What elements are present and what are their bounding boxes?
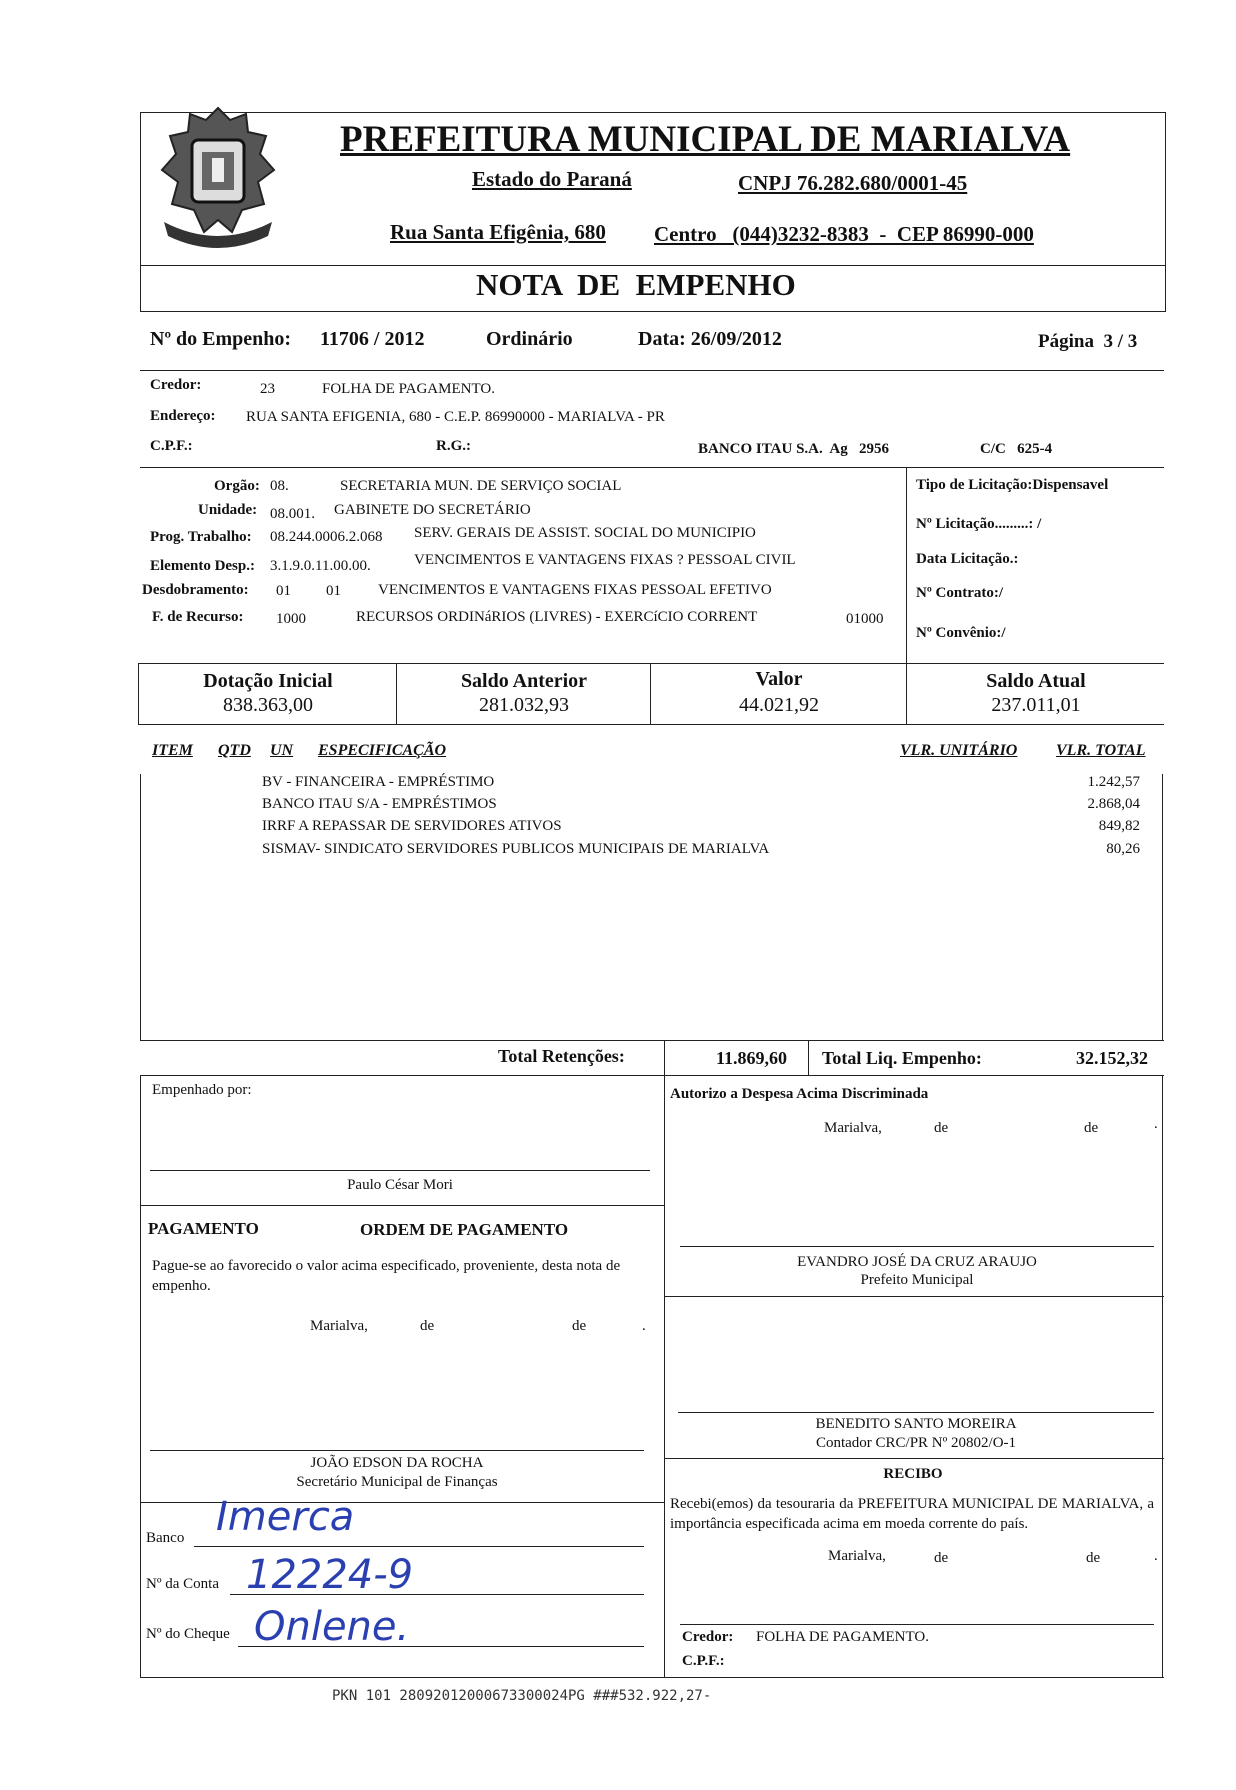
credor-name: FOLHA DE PAGAMENTO. bbox=[322, 381, 495, 397]
empenho-date: Data: 26/09/2012 bbox=[638, 328, 782, 350]
col-total: VLR. TOTAL bbox=[1056, 742, 1146, 759]
autorizo-dot: . bbox=[1154, 1116, 1158, 1132]
recurso-code: 1000 bbox=[276, 611, 306, 627]
unidade-code: 08.001. bbox=[270, 506, 315, 522]
empenho-type: Ordinário bbox=[486, 328, 573, 350]
cpf-label: C.P.F.: bbox=[150, 438, 193, 454]
recibo-dot: . bbox=[1154, 1548, 1158, 1564]
elemento-code: 3.1.9.0.11.00.00. bbox=[270, 558, 371, 574]
recibo-text: Recebi(emos) da tesouraria da PREFEITURA MUNICIPAL DE MARIALVA, a importância especificada acima em moeda corrente do país. bbox=[670, 1496, 1154, 1532]
recibo-title: RECIBO bbox=[883, 1466, 943, 1482]
balances-divider-1 bbox=[138, 663, 139, 725]
header-title: PREFEITURA MUNICIPAL DE MARIALVA bbox=[340, 119, 1071, 160]
recibo-cpf-label: C.P.F.: bbox=[682, 1653, 725, 1669]
pagamento-de-1: de bbox=[420, 1318, 435, 1334]
totals-divider-1 bbox=[664, 1040, 665, 1076]
recurso-code-2: 01000 bbox=[846, 611, 884, 627]
recibo-credor-label: Credor: bbox=[682, 1629, 734, 1645]
item-row-4-total: 80,26 bbox=[1106, 841, 1140, 857]
autorizo-label: Autorizo a Despesa Acima Discriminada bbox=[670, 1086, 929, 1102]
contrato: Nº Contrato:/ bbox=[916, 585, 1004, 601]
banco-handwriting: Imerca bbox=[216, 1494, 355, 1540]
empenho-number: 11706 / 2012 bbox=[320, 328, 425, 350]
col-spec: ESPECIFICAÇÃO bbox=[318, 742, 447, 759]
header-cnpj: CNPJ 76.282.680/0001-45 bbox=[738, 171, 968, 195]
valor-label: Valor bbox=[755, 668, 803, 690]
desdobramento-label: Desdobramento: bbox=[142, 582, 249, 598]
document-title: NOTA DE EMPENHO bbox=[476, 267, 796, 302]
header-state: Estado do Paraná bbox=[472, 167, 632, 191]
item-row-4-desc: SISMAV- SINDICATO SERVIDORES PUBLICOS MUNICIPAIS DE MARIALVA bbox=[262, 841, 770, 857]
secretario-signature-line bbox=[150, 1450, 644, 1451]
footer-code: PKN 101 28092012000673300024PG ###532.922,27- bbox=[332, 1688, 712, 1704]
totals-top-line bbox=[140, 1040, 1164, 1041]
empenho-page: Página 3 / 3 bbox=[1038, 331, 1138, 352]
pague-se-text: Pague-se ao favorecido o valor acima especificado, proveniente, desta nota de empenho. bbox=[152, 1258, 621, 1294]
classification-divider bbox=[906, 467, 907, 663]
conta-label: Nº da Conta bbox=[146, 1576, 219, 1592]
recibo-signature-line bbox=[680, 1624, 1154, 1625]
credor-code: 23 bbox=[260, 381, 275, 397]
balances-divider-2 bbox=[396, 663, 397, 725]
header-district-phone: Centro (044)3232-8383 - CEP 86990-000 bbox=[654, 222, 1034, 246]
contador-name: BENEDITO SANTO MOREIRA bbox=[815, 1416, 1017, 1432]
bottom-center-divider bbox=[664, 1075, 665, 1677]
items-right-border bbox=[1162, 774, 1163, 1040]
autorizo-de-1: de bbox=[934, 1120, 949, 1136]
balances-divider-3 bbox=[650, 663, 651, 725]
desdobramento-name: VENCIMENTOS E VANTAGENS FIXAS PESSOAL EFETIVO bbox=[378, 582, 772, 598]
conta-handwriting: 12224-9 bbox=[246, 1552, 414, 1598]
banco-line bbox=[194, 1546, 644, 1547]
elemento-name: VENCIMENTOS E VANTAGENS FIXAS ? PESSOAL CIVIL bbox=[414, 552, 796, 568]
orgao-name: SECRETARIA MUN. DE SERVIÇO SOCIAL bbox=[340, 478, 622, 494]
col-item: ITEM bbox=[152, 742, 193, 759]
orgao-code: 08. bbox=[270, 478, 289, 494]
prefeito-name: EVANDRO JOSÉ DA CRUZ ARAUJO bbox=[797, 1254, 1037, 1270]
item-row-1-total: 1.242,57 bbox=[1087, 774, 1140, 790]
prog-name: SERV. GERAIS DE ASSIST. SOCIAL DO MUNICIPIO bbox=[414, 525, 756, 541]
liq-value: 32.152,32 bbox=[1076, 1048, 1148, 1068]
item-row-3-desc: IRRF A REPASSAR DE SERVIDORES ATIVOS bbox=[262, 818, 562, 834]
empenhado-signature-line bbox=[150, 1170, 650, 1171]
autorizo-marialva: Marialva, bbox=[824, 1120, 882, 1136]
recibo-credor-name: FOLHA DE PAGAMENTO. bbox=[756, 1629, 929, 1645]
prefeito-signature-line bbox=[680, 1246, 1154, 1247]
ordem-pagamento-label: ORDEM DE PAGAMENTO bbox=[360, 1220, 569, 1239]
bottom-frame-line bbox=[140, 1677, 1164, 1678]
recibo-de-1: de bbox=[934, 1550, 949, 1566]
credor-address: RUA SANTA EFIGENIA, 680 - C.E.P. 86990000 - MARIALVA - PR bbox=[246, 409, 665, 425]
desdobramento-code-2: 01 bbox=[326, 583, 341, 599]
saldo-anterior-label: Saldo Anterior bbox=[460, 670, 588, 692]
header-divider bbox=[140, 265, 1166, 266]
items-left-border bbox=[140, 774, 141, 1040]
address-label: Endereço: bbox=[150, 408, 216, 424]
desdobramento-code-1: 01 bbox=[276, 583, 291, 599]
contador-signature-line bbox=[678, 1412, 1154, 1413]
cheque-label: Nº do Cheque bbox=[146, 1626, 230, 1642]
cheque-handwriting: Onlene. bbox=[254, 1604, 410, 1650]
pagamento-top-line bbox=[140, 1205, 664, 1206]
empenho-divider bbox=[140, 370, 1164, 371]
saldo-anterior-value: 281.032,93 bbox=[479, 694, 569, 716]
recibo-marialva: Marialva, bbox=[828, 1548, 886, 1564]
item-row-2-desc: BANCO ITAU S/A - EMPRÉSTIMOS bbox=[262, 796, 497, 812]
pagamento-de-2: de bbox=[572, 1318, 587, 1334]
retencoes-value: 11.869,60 bbox=[716, 1048, 788, 1068]
licitacao-data: Data Licitação.: bbox=[916, 551, 1019, 567]
dotacao-label: Dotação Inicial bbox=[203, 670, 333, 692]
col-unit: VLR. UNITÁRIO bbox=[900, 742, 1018, 759]
bottom-right-border bbox=[1162, 1075, 1163, 1677]
rg-label: R.G.: bbox=[436, 438, 471, 454]
banco-label: Banco bbox=[146, 1530, 185, 1546]
licitacao-tipo: Tipo de Licitação:Dispensavel bbox=[916, 477, 1109, 493]
item-row-3-total: 849,82 bbox=[1098, 818, 1140, 834]
convenio: Nº Convênio:/ bbox=[916, 625, 1006, 641]
pagamento-label: PAGAMENTO bbox=[148, 1219, 259, 1238]
credor-label: Credor: bbox=[150, 377, 202, 393]
saldo-atual-value: 237.011,01 bbox=[991, 694, 1081, 716]
saldo-atual-label: Saldo Atual bbox=[986, 670, 1086, 692]
marialva-coat-of-arms-icon bbox=[148, 100, 288, 260]
elemento-label: Elemento Desp.: bbox=[150, 558, 255, 574]
item-row-1-desc: BV - FINANCEIRA - EMPRÉSTIMO bbox=[262, 774, 495, 790]
recibo-top-line bbox=[664, 1458, 1164, 1459]
retencoes-label: Total Retenções: bbox=[498, 1046, 625, 1066]
prog-code: 08.244.0006.2.068 bbox=[270, 529, 383, 545]
secretario-title: Secretário Municipal de Finanças bbox=[296, 1474, 498, 1490]
credor-account: C/C 625-4 bbox=[980, 441, 1053, 457]
balances-divider-4 bbox=[906, 663, 907, 725]
pagamento-marialva: Marialva, bbox=[310, 1318, 368, 1334]
col-qtd: QTD bbox=[218, 742, 251, 759]
licitacao-numero: Nº Licitação.........: / bbox=[916, 516, 1042, 532]
recurso-name: RECURSOS ORDINáRIOS (LIVRES) - EXERCíCIO CORRENT bbox=[356, 609, 758, 625]
prog-label: Prog. Trabalho: bbox=[150, 529, 252, 545]
item-row-2-total: 2.868,04 bbox=[1087, 796, 1140, 812]
empenho-number-label: Nº do Empenho: bbox=[150, 328, 292, 350]
contador-title: Contador CRC/PR Nº 20802/O-1 bbox=[815, 1435, 1017, 1451]
unidade-label: Unidade: bbox=[198, 502, 258, 518]
recibo-de-2: de bbox=[1086, 1550, 1101, 1566]
pagamento-dot: . bbox=[642, 1318, 646, 1334]
bottom-left-border bbox=[140, 1075, 141, 1677]
totals-bottom-line bbox=[140, 1075, 1164, 1076]
secretario-name: JOÃO EDSON DA ROCHA bbox=[310, 1455, 484, 1471]
dotacao-value: 838.363,00 bbox=[223, 694, 313, 716]
balances-top-line bbox=[138, 663, 1164, 664]
prefeito-bottom-line bbox=[664, 1296, 1164, 1297]
header-address: Rua Santa Efigênia, 680 bbox=[390, 220, 606, 244]
credor-divider bbox=[140, 467, 1164, 468]
empenhado-por-label: Empenhado por: bbox=[152, 1082, 252, 1098]
empenhado-name: Paulo César Mori bbox=[347, 1177, 453, 1193]
orgao-label: Orgão: bbox=[214, 478, 260, 494]
valor-value: 44.021,92 bbox=[739, 694, 819, 716]
unidade-name: GABINETE DO SECRETÁRIO bbox=[334, 502, 531, 518]
totals-divider-2 bbox=[808, 1040, 809, 1076]
liq-label: Total Liq. Empenho: bbox=[822, 1048, 982, 1068]
autorizo-de-2: de bbox=[1084, 1120, 1099, 1136]
col-un: UN bbox=[270, 742, 294, 759]
prefeito-title: Prefeito Municipal bbox=[860, 1272, 974, 1288]
balances-bottom-line bbox=[138, 724, 1164, 725]
credor-bank: BANCO ITAU S.A. Ag 2956 bbox=[698, 441, 889, 457]
recurso-label: F. de Recurso: bbox=[152, 609, 244, 625]
